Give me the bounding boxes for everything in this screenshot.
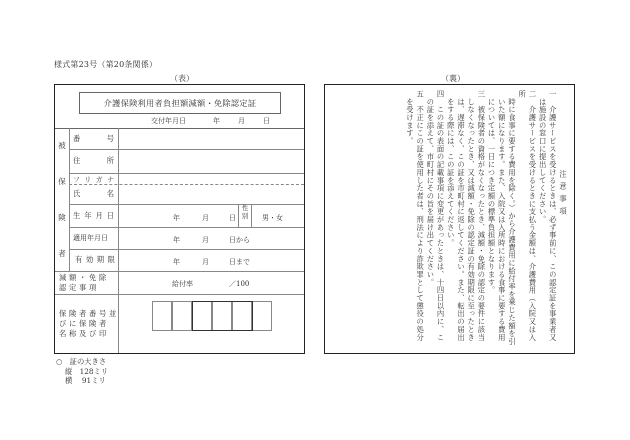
label-char: 所 bbox=[106, 156, 114, 165]
insured-person-group-label bbox=[55, 128, 69, 271]
label-char: 氏 bbox=[73, 189, 81, 198]
gender-options: 男・女 bbox=[262, 214, 283, 222]
expiry-day-until: 日まで bbox=[229, 258, 250, 266]
label-char: 住 bbox=[73, 156, 81, 165]
birth-day: 日 bbox=[229, 214, 236, 222]
label-line: 認定事項 bbox=[59, 283, 99, 292]
birthdate-label bbox=[69, 204, 118, 227]
divider bbox=[55, 271, 304, 272]
insurer-number-box[interactable] bbox=[252, 301, 272, 331]
applied-year: 年 bbox=[173, 236, 180, 244]
expiry-month: 月 bbox=[202, 258, 209, 266]
label-char: 被 bbox=[58, 141, 66, 151]
size-note-height: 縦 128ミリ bbox=[65, 366, 109, 376]
size-note bbox=[56, 357, 108, 386]
label-char: 番 bbox=[73, 133, 81, 143]
applied-date-label bbox=[69, 227, 118, 249]
label-char: 号 bbox=[106, 133, 114, 143]
label-char: リ bbox=[84, 175, 92, 184]
applied-month: 月 bbox=[202, 236, 209, 244]
note-line: については、一日につき定額の標準負担額となります。 bbox=[487, 90, 497, 295]
label-char: フ bbox=[73, 175, 80, 184]
front-card bbox=[54, 84, 305, 354]
size-note-width: 横 91ミリ bbox=[65, 376, 106, 385]
address-label bbox=[69, 149, 118, 173]
furigana-label bbox=[69, 173, 118, 184]
divider bbox=[238, 204, 239, 227]
label-line: 減額・免除 bbox=[59, 273, 109, 282]
note-line: いた額になります。また、入院又は入所時における食事に要する費用 bbox=[497, 90, 507, 342]
label-char: 日 bbox=[106, 210, 114, 220]
insurer-number-box[interactable] bbox=[152, 301, 172, 331]
back-card bbox=[324, 84, 575, 354]
note-line: は施設の窓口に提出してください。 bbox=[538, 90, 548, 224]
note-line: 四 この証の表面の記載事項に変更があったときは、十四日以内に、こ bbox=[436, 90, 446, 342]
note-line: 三 被保険者の資格がなくなったとき、減額・免除の認定の要件に該当 bbox=[477, 90, 487, 342]
label-line: びに保険者 bbox=[59, 319, 109, 328]
divider bbox=[55, 294, 304, 295]
birth-month: 月 bbox=[202, 214, 209, 222]
issue-date-label: 交付年月日 bbox=[151, 117, 186, 125]
issue-month: 月 bbox=[238, 117, 245, 125]
reduction-label bbox=[55, 273, 122, 293]
label-char: 生 bbox=[73, 210, 81, 220]
back-side-label: （裏） bbox=[441, 74, 465, 83]
note-line: は、遅滞なく、この証を市町村に返してください。また、転出の届出 bbox=[456, 90, 466, 342]
size-note-heading: ○ 証の大きさ bbox=[56, 357, 107, 366]
label-text: 適用年月日 bbox=[73, 234, 108, 242]
note-line: 五 不正にこの証を使用した者は、刑法により詐欺罪として懲役の処分 bbox=[416, 90, 426, 342]
name-label bbox=[69, 184, 118, 204]
note-line: の証を添えて、市町村にその旨を届け出てください。 bbox=[426, 90, 436, 287]
label-char: 限 bbox=[107, 255, 115, 264]
label-char: 期 bbox=[96, 255, 105, 264]
gender-label: 性別 bbox=[241, 205, 249, 220]
note-line: しなくなったとき、又は減額・免除の認定証の有効期限に至ったとき bbox=[467, 90, 477, 342]
notes-heading: 注意事項 bbox=[559, 170, 568, 220]
label-char: 月 bbox=[95, 210, 103, 220]
note-line: をする際には、この証を添えてください。 bbox=[446, 90, 456, 247]
form-id: 様式第23号（第20条関係） bbox=[54, 60, 158, 69]
insurer-label bbox=[55, 309, 122, 339]
applied-day-from: 日から bbox=[229, 236, 250, 244]
expiry-year: 年 bbox=[173, 258, 180, 266]
note-line: 二 介護サービスを受けるときに支払う金額は、介護費用（入院又は入所 bbox=[518, 90, 538, 342]
notes-text bbox=[405, 90, 568, 348]
label-char: 者 bbox=[58, 248, 66, 258]
certificate-title: 介護保険利用者負担額減額・免除認定証 bbox=[79, 92, 281, 114]
label-line: 保険者番号並 bbox=[59, 309, 119, 318]
insurer-number-box[interactable] bbox=[172, 301, 192, 331]
issue-day: 日 bbox=[263, 117, 270, 125]
label-char: 効 bbox=[85, 255, 94, 264]
label-char: 有 bbox=[75, 255, 83, 264]
note-line: 一 介護サービスを受けるときは、必ず事前に、この認定証を事業者又 bbox=[548, 90, 558, 342]
note-line: を受けます。 bbox=[405, 90, 415, 145]
expiry-label bbox=[69, 249, 118, 271]
label-char: 年 bbox=[84, 210, 92, 220]
label-char: ガ bbox=[95, 175, 103, 184]
benefit-rate-label: 給付率 bbox=[172, 280, 193, 288]
number-label bbox=[69, 128, 118, 149]
issue-date-row bbox=[55, 116, 304, 128]
note-line: 時に食事に要する費用を除く。）から介護費用に給付率を乗じた額を引 bbox=[507, 90, 517, 346]
front-side-label: （表） bbox=[170, 74, 194, 83]
label-char: 保 bbox=[58, 177, 66, 187]
divider bbox=[251, 204, 252, 227]
label-char: ナ bbox=[107, 175, 114, 184]
benefit-rate-suffix: ／100 bbox=[229, 280, 250, 288]
label-char: 名 bbox=[106, 189, 114, 198]
birth-year: 年 bbox=[173, 214, 180, 222]
issue-year: 年 bbox=[213, 117, 220, 125]
label-char: 険 bbox=[58, 212, 66, 222]
insurer-number-emphasis bbox=[192, 301, 253, 331]
label-line: 名称及び印 bbox=[59, 329, 109, 338]
